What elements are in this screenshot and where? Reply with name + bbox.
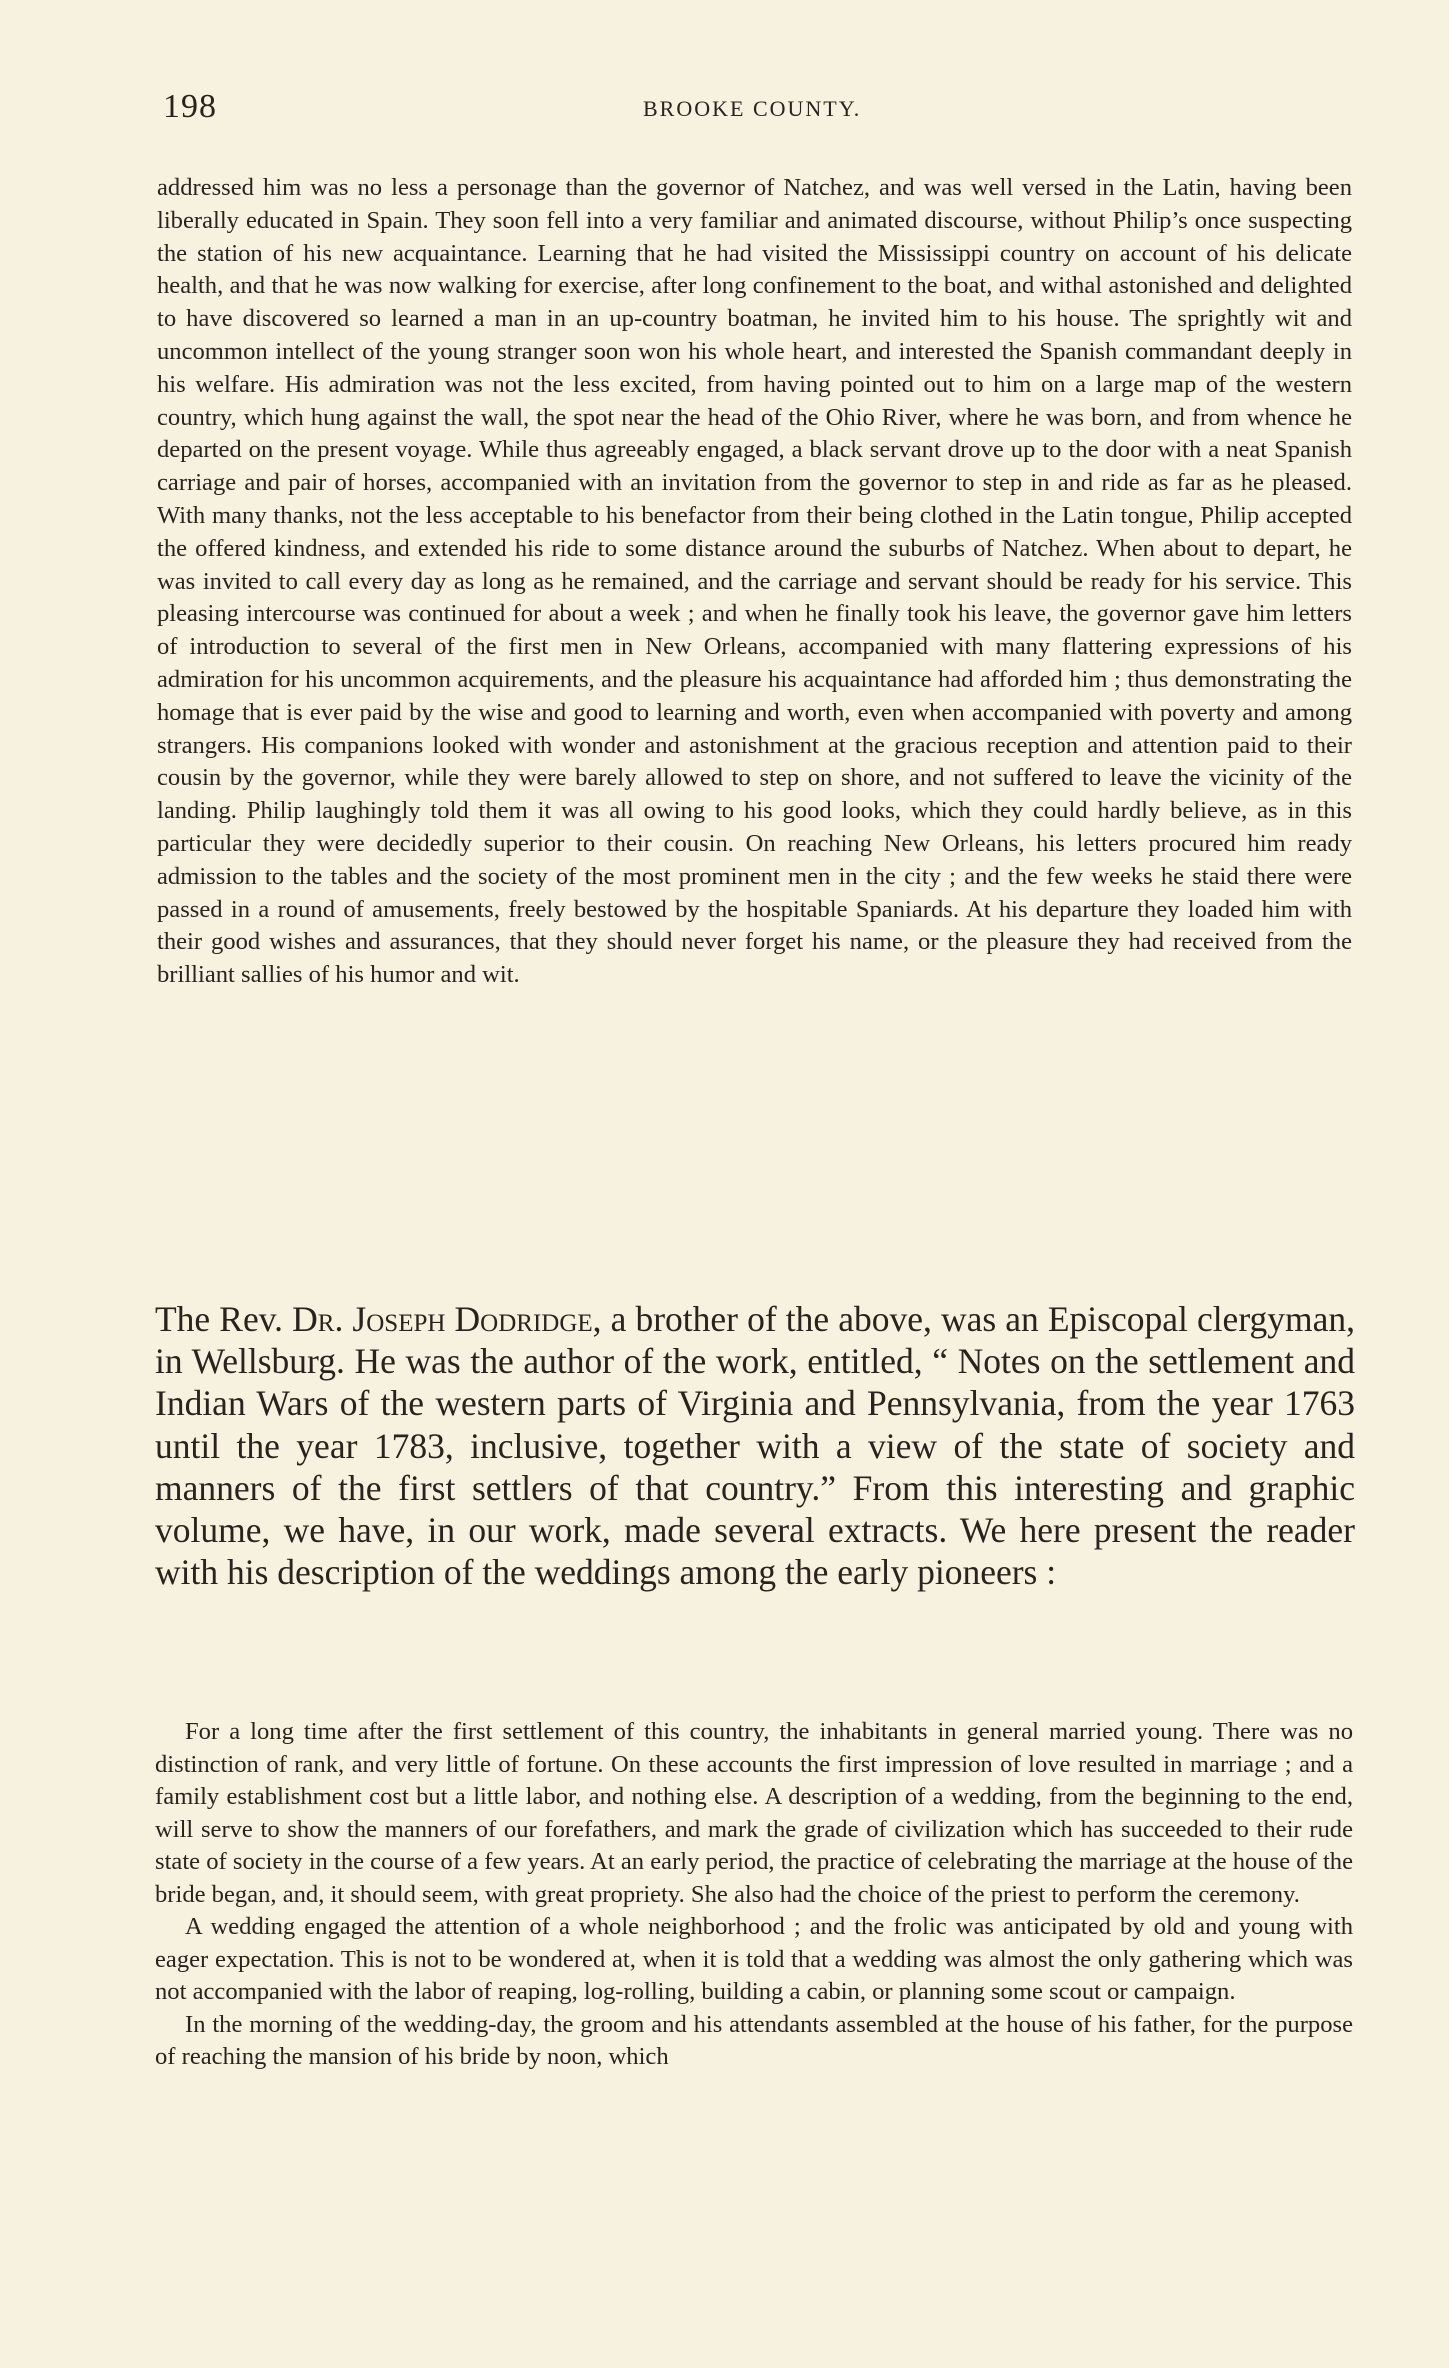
page-header xyxy=(163,88,1353,128)
quote-paragraph-2: A wedding engaged the attention of a whole neighborhood ; and the frolic was anticipated by old and young with eager expectation. This is not to be wondered at, when it is told that a wedding was almost the only gathering which was not accompanied with the labor of reaping, log-rolling, building a cabin, or planning some scout or campaign. xyxy=(155,1913,1353,2005)
dodridge-paragraph xyxy=(155,1298,1355,1593)
paragraph-lead: The Rev. xyxy=(155,1299,293,1339)
person-name: Dr. Joseph Dodridge xyxy=(292,1299,593,1339)
page-number: 198 xyxy=(163,88,217,125)
narrative-paragraph: addressed him was no less a personage than the governor of Natchez, and was well versed in the Latin, having been liberally educated in Spain. They soon fell into a very familiar and animated discourse, without Philip’s once suspecting the station of his new acquaintance. Learning that he had visited the Mississippi country on account of his delicate health, and that he was now walking for exercise, after long confinement to the boat, and withal astonished and delighted to have discovered so learned a man in an up-country boatman, he invited him to his house. The sprightly wit and uncommon intellect of the young stranger soon won his whole heart, and interested the Spanish commandant deeply in his welfare. His admiration was not the less excited, from having pointed out to him on a large map of the western country, which hung against the wall, the spot near the head of the Ohio River, where he was born, and from whence he departed on the present voyage. While thus agreeably engaged, a black servant drove up to the door with a neat Spanish carriage and pair of horses, accompanied with an invitation from the governor to step in and ride as far as he pleased. With many thanks, not the less acceptable to his benefactor from their being clothed in the Latin tongue, Philip accepted the offered kindness, and extended his ride to some distance around the suburbs of Natchez. When about to depart, he was invited to call every day as long as he remained, and the carriage and servant should be ready for his service. This pleasing intercourse was continued for about a week ; and when he finally took his leave, the governor gave him letters of introduction to several of the first men in New Orleans, accompanied with many flattering expressions of his admiration for his uncommon acquirements, and the pleasure his acquaintance had afforded him ; thus demonstrating the homage that is ever paid by the wise and good to learning and worth, even when accompanied with poverty and among strangers. His companions looked with wonder and astonishment at the gracious reception and attention paid to their cousin by the governor, while they were barely allowed to step on shore, and not suffered to leave the vicinity of the landing. Philip laughingly told them it was all owing to his good looks, which they could hardly believe, as in this particular they were decidedly superior to their cousin. On reaching New Orleans, his letters procured him ready admission to the tables and the society of the most prominent men in the city ; and the few weeks he staid there were passed in a round of amusements, freely bestowed by the hospitable Spaniards. At his departure they loaded him with their good wishes and assurances, that they should never forget his name, or the pleasure they had received from the brilliant sallies of his humor and wit. xyxy=(157,174,1352,989)
quoted-extract xyxy=(155,1716,1353,2074)
running-head: BROOKE COUNTY. xyxy=(643,96,862,121)
quote-paragraph-3: In the morning of the wedding-day, the groom and his attendants assembled at the house of his father, for the purpose of reaching the mansion of his bride by noon, which xyxy=(155,2010,1353,2070)
quote-paragraph-1: For a long time after the first settlement of this country, the inhabitants in general married young. There was no distinction of rank, and very little of fortune. On these accounts the first impression of love resulted in marriage ; and a family establishment cost but a little labor, and nothing else. A description of a wedding, from the beginning to the end, will serve to show the manners of our forefathers, and mark the grade of civilization which has succeeded to their rude state of society in the course of a few years. At an early period, the practice of celebrating the marriage at the house of the bride began, and, it should seem, with great propriety. She also had the choice of the priest to perform the ceremony. xyxy=(155,1718,1353,1908)
paragraph-body: , a brother of the above, was an Episcopal clergyman, in Wellsburg. He was the author of the work, entitled, “ Notes on the settlement and Indian Wars of the western parts of Virginia and Pennsylvania, from the year 1763 until the year 1783, inclusive, together with a view of the state of society and manners of the first settlers of that country.” From this interesting and graphic volume, we have, in our work, made several extracts. We here present the reader with his description of the weddings among the early pioneers : xyxy=(155,1299,1355,1593)
